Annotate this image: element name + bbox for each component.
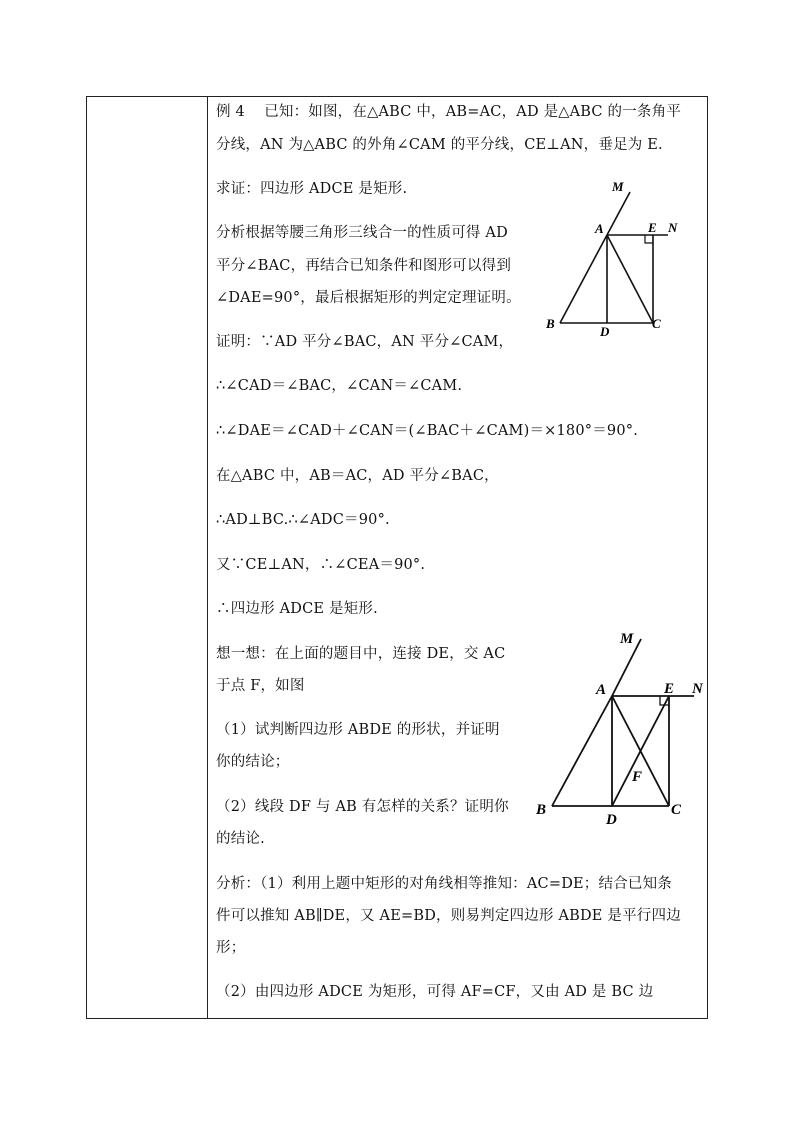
answer-line2: 件可以推知 AB∥DE，又 AE=BD，则易判定四边形 ABDE 是平行四边 <box>216 908 681 924</box>
proof-line: 证明：∵AD 平分∠BAC，AN 平分∠CAM， <box>216 334 514 350</box>
ray-am <box>607 192 630 235</box>
figure-1-diagram <box>540 176 680 341</box>
label-c: C <box>652 316 661 331</box>
answer-line1: 分析：（1）利用上题中矩形的对角线相等推知：AC=DE；结合已知条 <box>216 876 672 892</box>
label-d: D <box>600 324 610 339</box>
proof-line: ∴AD⊥BC.∴∠ADC＝90°. <box>216 512 390 528</box>
example-given-text: 已知：如图，在△ABC 中，AB=AC，AD 是△ABC 的一条角平 <box>264 104 682 120</box>
label-a: A <box>596 682 607 698</box>
label-m: M <box>612 179 624 194</box>
answer-line4: （2）由四边形 ADCE 为矩形，可得 AF=CF，又由 AD 是 BC 边 <box>216 984 654 1000</box>
segment-ab <box>552 696 612 806</box>
ray-am <box>612 639 641 696</box>
column-divider <box>207 96 208 1019</box>
analysis-line1: 分析根据等腰三角形三线合一的性质可得 AD <box>216 225 508 241</box>
think-line2: 于点 F，如图 <box>216 678 305 694</box>
label-b: B <box>536 802 547 818</box>
example-given-line1 <box>216 101 681 123</box>
proof-line: 又∵CE⊥AN，∴∠CEA＝90°. <box>216 557 426 573</box>
proof-line: 在△ABC 中，AB＝AC，AD 平分∠BAC， <box>216 468 499 484</box>
segment-ab <box>560 235 607 323</box>
figure-2-diagram <box>534 626 714 831</box>
proof-line: ∴∠DAE＝∠CAD＋∠CAN＝(∠BAC＋∠CAM)＝×180°＝90°. <box>216 423 639 439</box>
label-e: E <box>664 681 675 697</box>
label-n: N <box>668 220 678 235</box>
label-c: C <box>671 802 682 818</box>
proof-line: ∴∠CAD＝∠BAC，∠CAN＝∠CAM. <box>216 378 463 394</box>
proof-line: ∴四边形 ADCE 是矩形. <box>216 601 378 617</box>
analysis-line2: 平分∠BAC，再结合已知条件和图形可以得到 <box>216 258 512 274</box>
label-m: M <box>620 631 634 647</box>
label-a: A <box>595 221 604 236</box>
right-angle-mark <box>645 235 653 243</box>
think-line1: 想一想：在上面的题目中，连接 DE，交 AC <box>216 646 506 662</box>
example-label: 例 4 <box>216 104 245 120</box>
analysis-line3: ∠DAE=90°，最后根据矩形的判定定理证明。 <box>216 290 521 306</box>
prove-statement: 求证：四边形 ADCE 是矩形. <box>216 181 408 197</box>
example-given-line2: 分线，AN 为△ABC 的外角∠CAM 的平分线，CE⊥AN，垂足为 E. <box>216 137 663 153</box>
label-n: N <box>692 681 703 697</box>
question1-line1: （1）试判断四边形 ABDE 的形状，并证明 <box>216 722 500 738</box>
label-d: D <box>606 812 617 828</box>
label-b: B <box>546 316 555 331</box>
segment-ac <box>607 235 653 323</box>
question2-line2: 的结论. <box>216 831 265 847</box>
label-e: E <box>648 220 657 235</box>
question2-line1: （2）线段 DF 与 AB 有怎样的关系？证明你 <box>216 799 509 815</box>
answer-line3: 形； <box>216 940 246 956</box>
label-f: F <box>632 769 643 785</box>
question1-line2: 你的结论； <box>216 754 290 770</box>
